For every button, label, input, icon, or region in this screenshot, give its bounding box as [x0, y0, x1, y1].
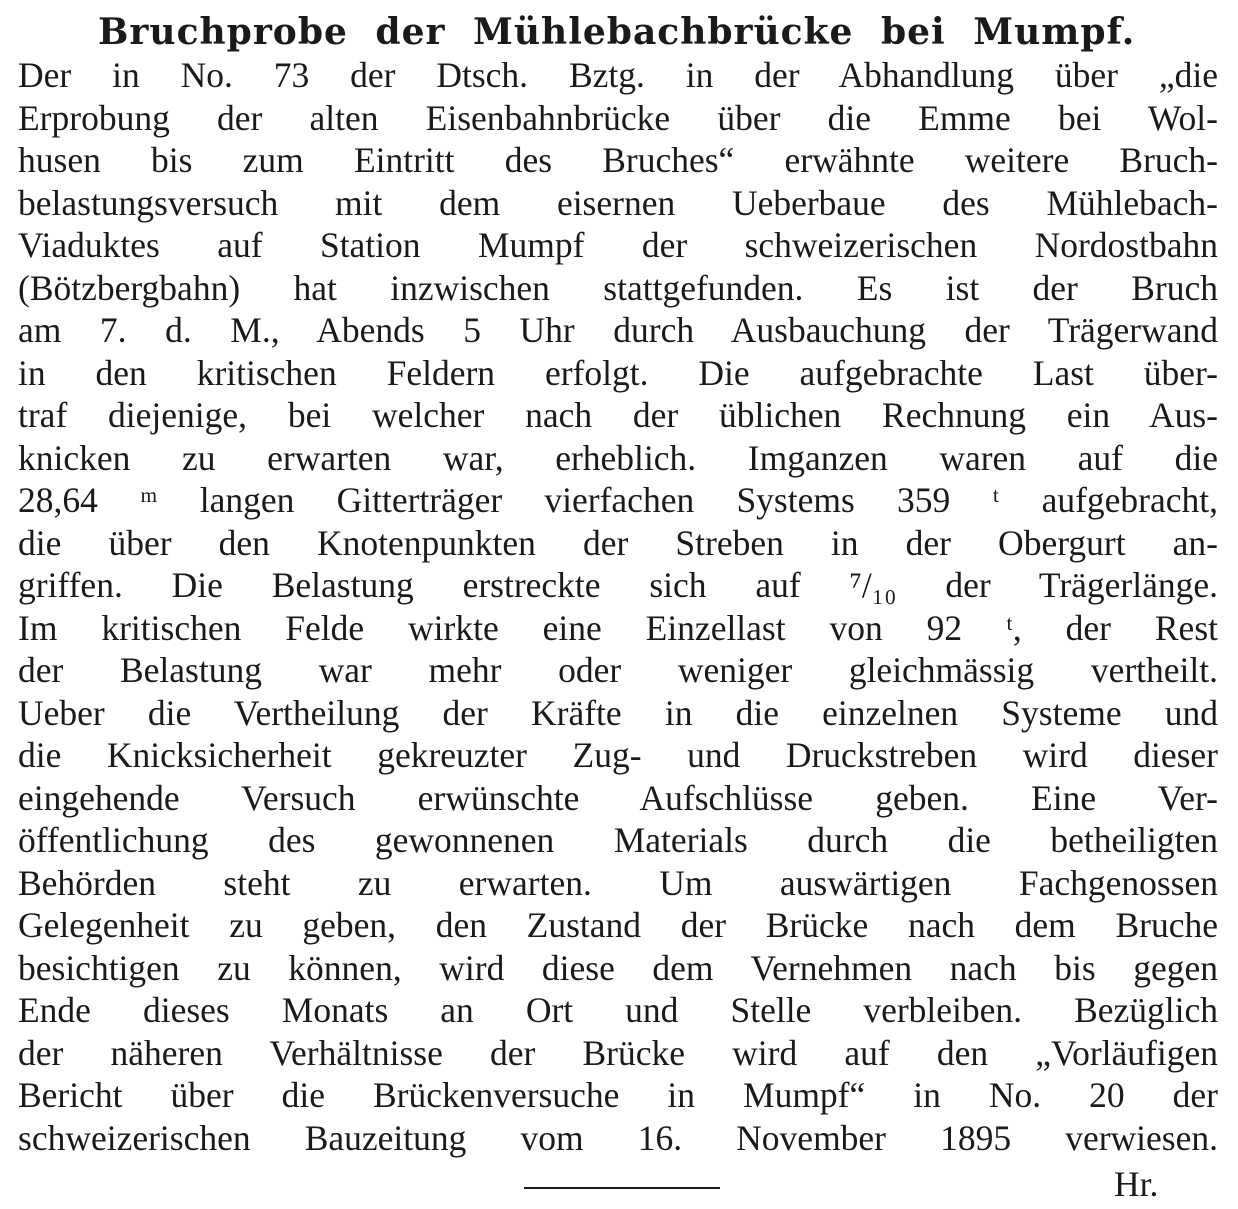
- body-line: belastungsversuch mit dem eisernen Ueberbaue des Mühlebach-: [18, 182, 1218, 223]
- body-line: die über den Knotenpunkten der Streben in der Obergurt an-: [18, 522, 1218, 563]
- body-line: Viaduktes auf Station Mumpf der schweizerischen Nordostbahn: [18, 225, 1218, 265]
- body-line: eingehende Versuch erwünschte Aufschlüsse geben. Eine Ver-: [18, 777, 1218, 818]
- body-line: griffen. Die Belastung erstreckte sich auf ⁷/₁₀ der Trägerlänge.: [18, 565, 1218, 605]
- body-line: Behörden steht zu erwarten. Um auswärtigen Fachgenossen: [18, 862, 1218, 903]
- body-line: Erprobung der alten Eisenbahnbrücke über die Emme bei Wol-: [18, 97, 1218, 138]
- body-line: (Bötzbergbahn) hat inzwischen stattgefunden. Es ist der Bruch: [18, 267, 1218, 308]
- body-line: der näheren Verhältnisse der Brücke wird auf den „Vorläufigen: [18, 1032, 1218, 1073]
- body-line: der Belastung war mehr oder weniger gleichmässig vertheilt.: [18, 650, 1218, 690]
- article-title: Bruchprobe der Mühlebachbrücke bei Mumpf.: [98, 11, 1136, 53]
- body-line: Ueber die Vertheilung der Kräfte in die einzelnen Systeme und: [18, 692, 1218, 733]
- body-line: öffentlichung des gewonnenen Materials durch die betheiligten: [18, 820, 1218, 860]
- body-line: besichtigen zu können, wird diese dem Vernehmen nach bis gegen: [18, 947, 1218, 988]
- body-line: in den kritischen Feldern erfolgt. Die aufgebrachte Last über-: [18, 352, 1218, 393]
- body-line: die Knicksicherheit gekreuzter Zug- und Druckstreben wird dieser: [18, 735, 1218, 775]
- body-line: traf diejenige, bei welcher nach der üblichen Rechnung ein Aus-: [18, 395, 1218, 435]
- body-line: Bericht über die Brückenversuche in Mumpf“ in No. 20 der: [18, 1075, 1218, 1115]
- body-line: Der in No. 73 der Dtsch. Bztg. in der Abhandlung über „die: [18, 55, 1218, 95]
- author-signature: Hr.: [1114, 1164, 1159, 1204]
- body-line: Im kritischen Felde wirkte eine Einzellast von 92 ᵗ, der Rest: [18, 607, 1218, 648]
- body-line: am 7. d. M., Abends 5 Uhr durch Ausbauchung der Trägerwand: [18, 310, 1218, 350]
- separator-rule: [524, 1187, 720, 1189]
- body-line: knicken zu erwarten war, erheblich. Imganzen waren auf die: [18, 437, 1218, 478]
- article-body: [18, 54, 1218, 1159]
- body-line: husen bis zum Eintritt des Bruches“ erwähnte weitere Bruch-: [18, 140, 1218, 180]
- body-line: Gelegenheit zu geben, den Zustand der Brücke nach dem Bruche: [18, 905, 1218, 945]
- body-line: Ende dieses Monats an Ort und Stelle verbleiben. Bezüglich: [18, 990, 1218, 1030]
- document-page: [18, 10, 1218, 1209]
- body-line: 28,64 ᵐ langen Gitterträger vierfachen Systems 359 ᵗ aufgebracht,: [18, 480, 1218, 520]
- body-line: schweizerischen Bauzeitung vom 16. November 1895 verwiesen.: [18, 1117, 1218, 1158]
- article-footer: [18, 1159, 1218, 1209]
